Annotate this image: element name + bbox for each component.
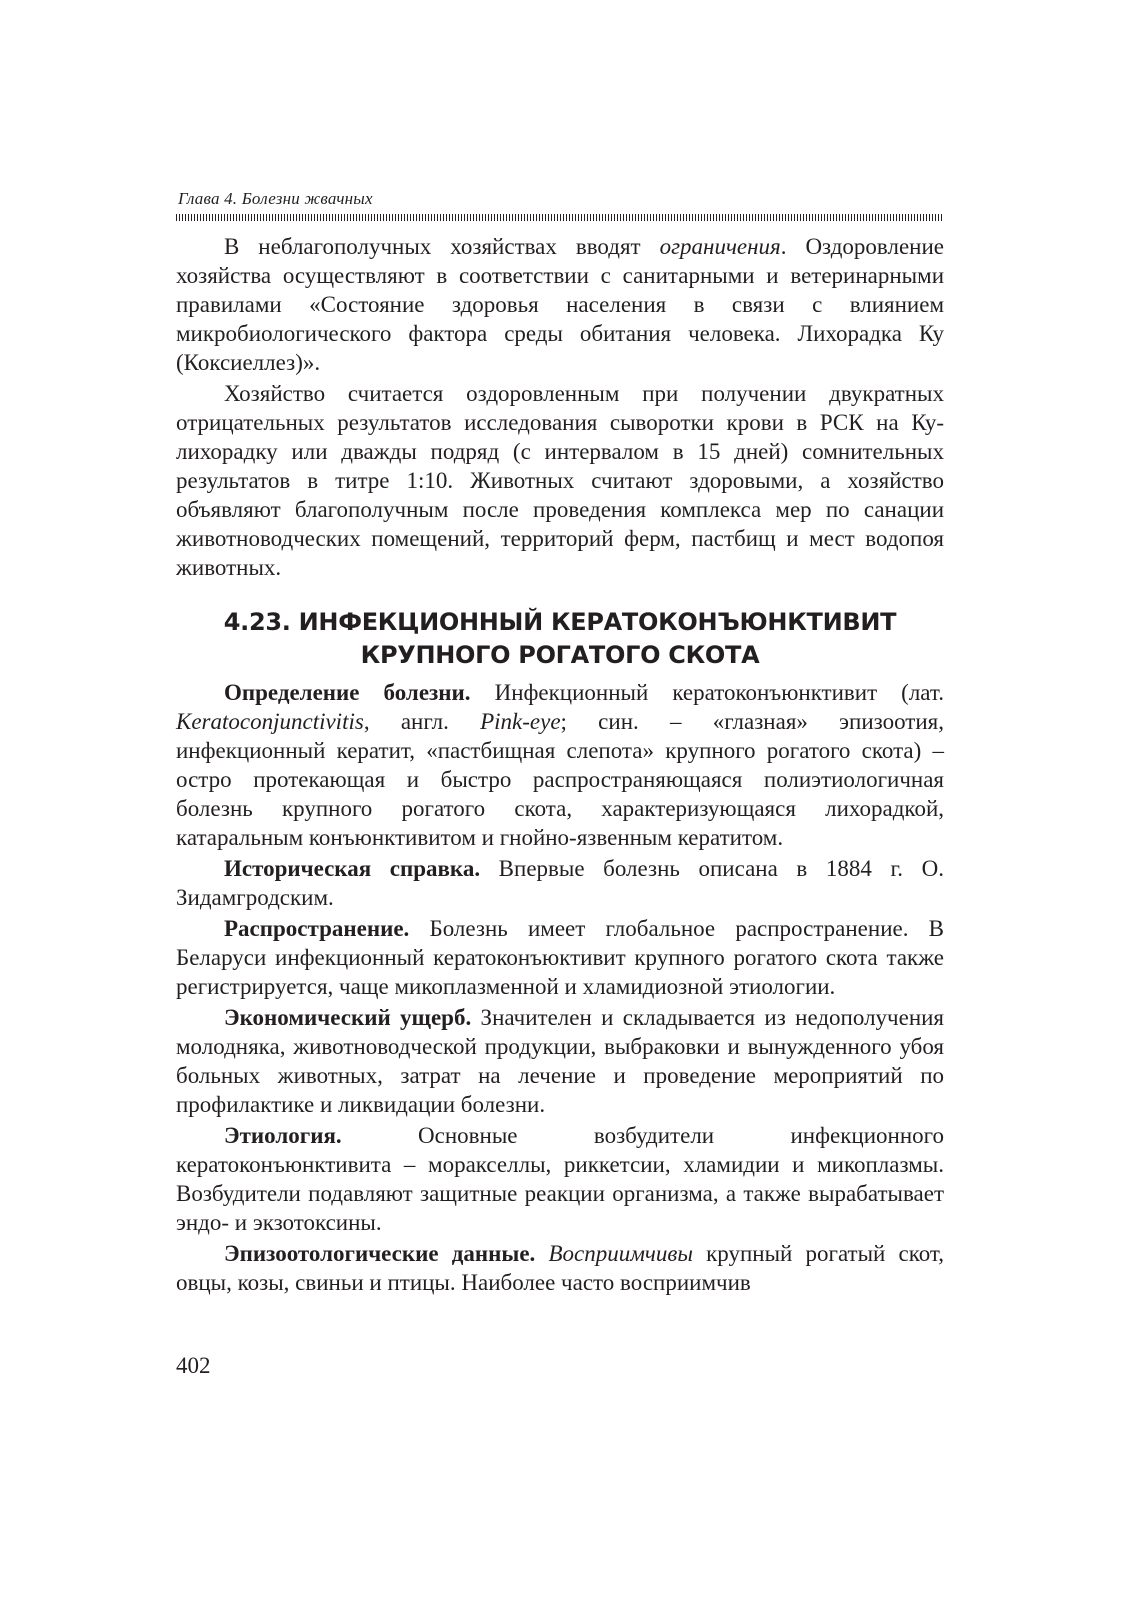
paragraphs-before [176,232,944,582]
text-run: Инфекционный кератоконъюнктивит (лат. [470,680,944,705]
text-run: Болезнь имеет глобальное распространение. В Беларуси инфекционный кератоконъюктивит крупного рогатого скота также регистрируется, чаще микоплазменной и хламидиозной этиологии. [176,916,944,999]
italic-text: ограничения [659,234,781,259]
page-body [176,232,944,1299]
text-run: , англ. [363,709,481,734]
run-in-heading: Определение болезни. [224,680,471,705]
italic-text: Keratoconjunctivitis [176,709,364,734]
section-title-line-1: 4.23. ИНФЕКЦИОННЫЙ КЕРАТОКОНЪЮНКТИВИТ [223,608,897,636]
paragraph [176,1003,944,1119]
paragraph [176,232,944,377]
text-run [535,1241,548,1266]
page-number: 402 [176,1353,211,1378]
text-run: Хозяйство считается оздоровленным при получении двукратных отрицательных результатов исследования сыворотки крови в РСК на Ку-лихорадку или дважды подряд (с интервалом в 15 дней) сомнительных результатов в титре 1:10. Животных считают здоровыми, а хозяйство объявляют благополучным после проведения комплекса мер по санации животноводческих помещений, территорий ферм, пастбищ и мест водопоя животных. [176,381,944,580]
text-run: ; син. – «глазная» эпизоотия, инфекционный кератит, «пастбищная слепота» крупного рогатого скота) – остро протекающая и быстро распространяющаяся полиэтиологичная болезнь крупного рогатого скота, характеризующаяся лихорадкой, катаральным конъюнктивитом и гнойно-язвенным кератитом. [176,709,944,850]
paragraph [176,854,944,912]
text-run: . Оздоровление хозяйства осуществляют в соответствии с санитарными и ветеринарными правилами «Состояние здоровья населения в связи с влиянием микробиологического фактора среды обитания человека. Лихорадка Ку (Коксиеллез)». [176,234,944,375]
paragraphs-after [176,678,944,1297]
header-rule [176,214,944,221]
text-run: Впервые болезнь описана в 1884 г. О. Зидамгродским. [176,856,944,910]
running-header: Глава 4. Болезни жвачных [178,189,373,208]
section-title [176,606,944,672]
text-run: Значителен и складывается из недополучения молодняка, животноводческой продукции, выбраковки и вынужденного убоя больных животных, затрат на лечение и проведение мероприятий по профилактике и ликвидации болезни. [176,1005,945,1117]
run-in-heading: Экономический ущерб. [224,1005,472,1030]
paragraph [176,678,944,852]
paragraph [176,914,944,1001]
run-in-heading: Историческая справка. [224,856,481,881]
run-in-heading: Распространение. [224,916,410,941]
run-in-heading: Эпизоотологические данные. [224,1241,536,1266]
paragraph [176,1121,944,1237]
text-run: В неблагополучных хозяйствах вводят [224,234,660,259]
text-run: Основные возбудители инфекционного кератоконъюнктивита – моракселлы, риккетсии, хламидии и микоплазмы. Возбудители подавляют защитные реакции организма, а также вырабатывает эндо- и экзотоксины. [176,1123,944,1235]
section-title-line-2: КРУПНОГО РОГАТОГО СКОТА [360,641,760,669]
text-run: крупный рогатый скот, овцы, козы, свиньи и птицы. Наиболее часто восприимчив [176,1241,945,1295]
italic-text: Pink-eye [480,709,561,734]
paragraph [176,379,944,582]
italic-text: Восприимчивы [548,1241,693,1266]
paragraph [176,1239,944,1297]
run-in-heading: Этиология. [224,1123,342,1148]
